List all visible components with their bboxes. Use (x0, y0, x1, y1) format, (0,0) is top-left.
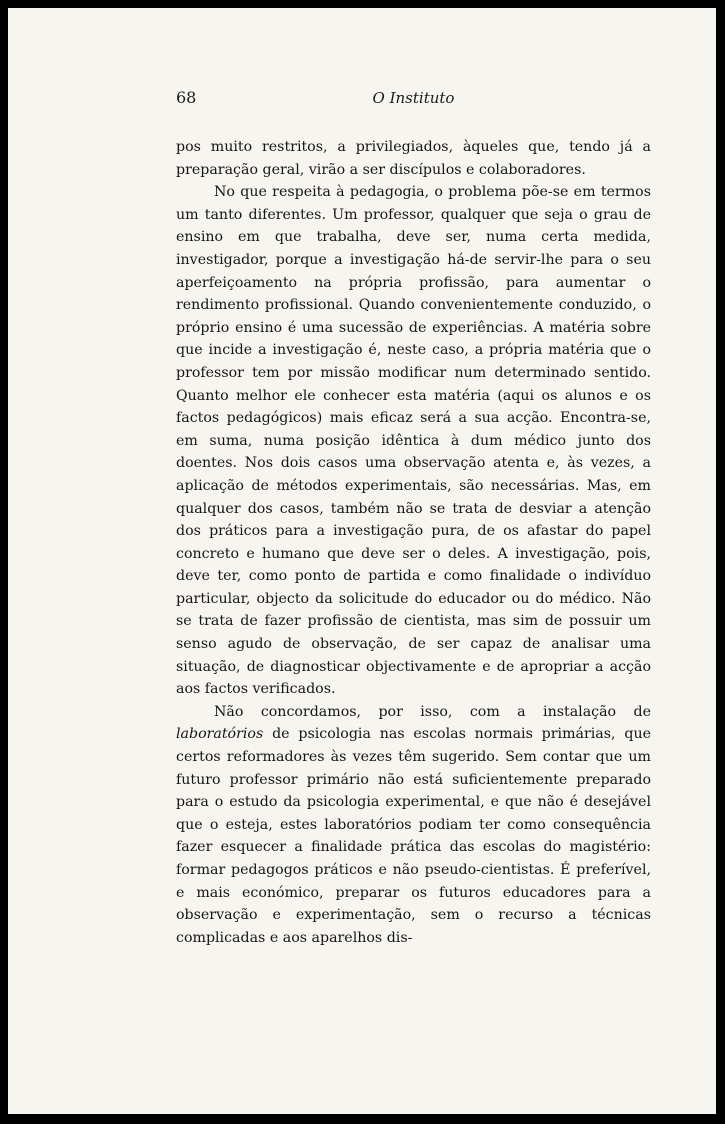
paragraph-laboratories-rest: de psicologia nas escolas normais primárias, que certos reformadores às vezes têm sugerido. Sem contar que um futuro professor primário não está suficientemente preparado para o estudo da psicologia experimental, e que não é desejável que o esteja, estes laboratórios podiam ter como consequência fazer esquecer a finalidade prática das escolas do magistério: formar pedagogos práticos e não pseudo-cientistas. É preferível, e mais económico, preparar os futuros educadores para a observação e experimentação, sem o recurso a técnicas complicadas e aos aparelhos dis- (176, 726, 651, 946)
paragraph-continuation: pos muito restritos, a privilegiados, àqueles que, tendo já a preparação geral, virão a ser discípulos e colaboradores. (176, 139, 651, 178)
paragraph-pedagogy: No que respeita à pedagogia, o problema põe-se em termos um tanto diferentes. Um professor, qualquer que seja o grau de ensino em que trabalha, deve ser, numa certa medida, investigador, porque a investigação há-de servir-lhe para o seu aperfeiçoamento na própria profissão, para aumentar o rendimento profissional. Quando convenientemente conduzido, o próprio ensino é uma sucessão de experiências. A matéria sobre que incide a investigação é, neste caso, a própria matéria que o professor tem por missão modificar num determinado sentido. Quanto melhor ele conhecer esta matéria (aqui os alunos e os factos pedagógicos) mais eficaz será a sua acção. Encontra-se, em suma, numa posição idêntica à dum médico junto dos doentes. Nos dois casos uma observação atenta e, às vezes, a aplicação de métodos experimentais, são necessárias. Mas, em qualquer dos casos, também não se trata de desviar a atenção dos práticos para a investigação pura, de os afastar do papel concreto e humano que deve ser o deles. A investigação, pois, deve ter, como ponto de partida e como finalidade o indivíduo particular, objecto da solicitude do educador ou do médico. Não se trata de fazer profissão de cientista, mas sim de possuir um senso agudo de observação, de ser capaz de analisar uma situação, de diagnosticar objectivamente e de apropriar a acção aos factos verificados. (176, 184, 651, 698)
running-title: O Instituto (372, 89, 455, 107)
paragraph-laboratories (176, 701, 651, 950)
page-number: 68 (176, 88, 197, 107)
body-text (176, 136, 651, 949)
italic-term: laboratórios (176, 726, 264, 743)
book-page (8, 8, 716, 1114)
paragraph-laboratories-lead: Não concordamos, por isso, com a instalação de (214, 703, 651, 720)
page-header (176, 88, 651, 110)
